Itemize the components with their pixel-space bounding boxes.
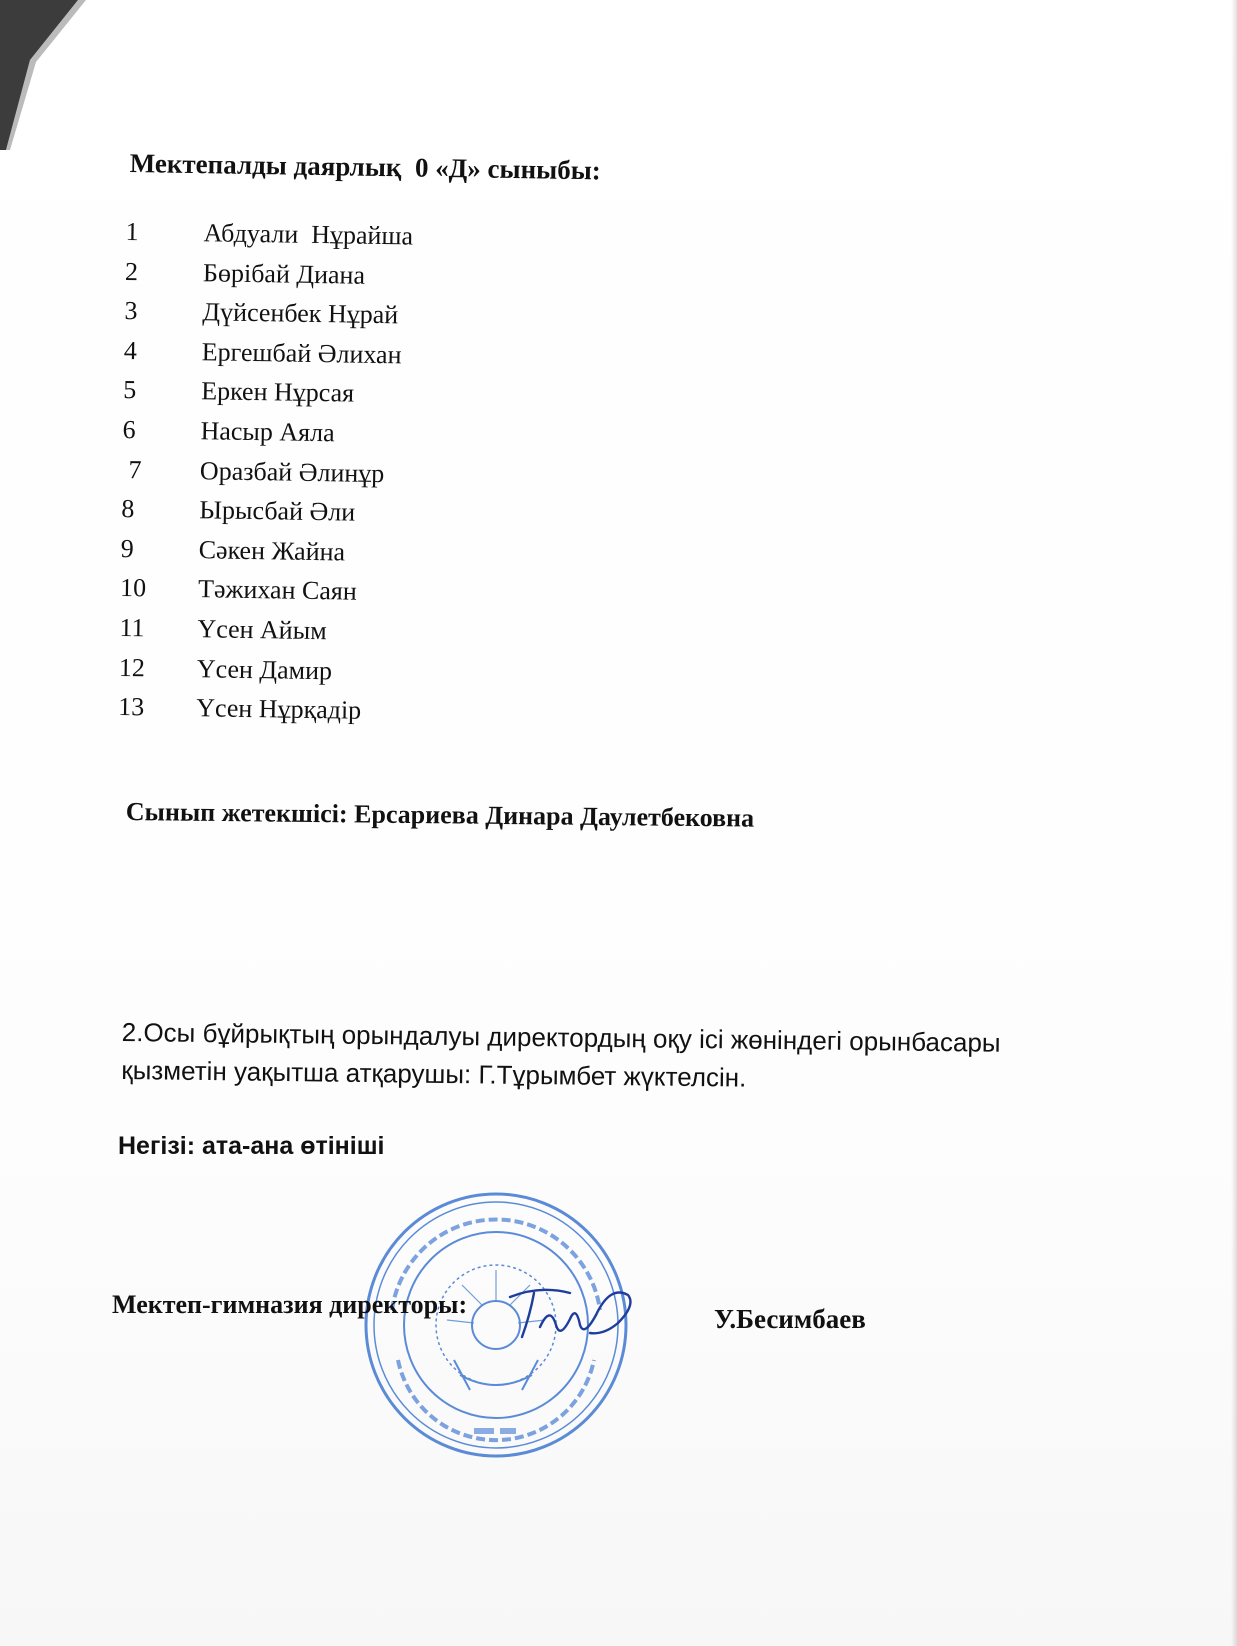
student-row: [124, 331, 412, 375]
student-number: 3: [124, 296, 138, 326]
student-name: Еркен Нұрсая: [200, 376, 355, 408]
student-name: Сәкен Жайна: [198, 534, 346, 567]
student-name: Бөрібай Диана: [202, 257, 366, 290]
student-number: 8: [121, 494, 135, 524]
signature: [500, 1275, 640, 1355]
student-name: Үсен Нұрқадір: [195, 693, 362, 725]
student-name: Ырысбай Әли: [199, 495, 356, 527]
student-number: 5: [122, 375, 137, 405]
student-number: 13: [118, 692, 145, 722]
student-number: 4: [123, 335, 138, 365]
student-number: 2: [124, 256, 139, 286]
page-corner-shadow: [0, 0, 90, 150]
student-row: [122, 410, 410, 454]
director-name: У.Бесимбаев: [714, 1304, 866, 1334]
order-paragraph: 2.Осы бұйрықтың орындалуы директордың оқу ісі жөніндегі орынбасары қызметін уақытша атқарушы: Г.Тұрымбет жүктелсін.: [121, 1016, 1001, 1093]
student-row: [120, 529, 408, 573]
student-number: 11: [119, 612, 145, 643]
student-row: [119, 608, 407, 652]
page-right-edge: [1231, 0, 1237, 1646]
student-name: Тәжихан Саян: [197, 574, 357, 607]
student-row: [119, 647, 407, 691]
class-heading: Мектепалды даярлық 0 «Д» сыныбы:: [129, 148, 602, 186]
class-teacher-line: Сынып жетекшісі: Ерсариева Динара Даулетбековна: [125, 797, 755, 833]
student-number: 10: [119, 573, 147, 603]
student-name: Оразбай Әлинұр: [199, 455, 385, 488]
student-row: [125, 252, 413, 296]
student-row: [118, 687, 406, 731]
student-number: 6: [122, 414, 136, 445]
student-list: [118, 212, 413, 731]
student-row: [125, 212, 413, 256]
student-number: 7: [121, 454, 142, 484]
student-number: 12: [118, 652, 146, 682]
student-row: [120, 568, 408, 612]
student-name: Абдуали Нұрайша: [203, 218, 414, 251]
student-name: Үсен Дамир: [196, 653, 333, 685]
director-label: Мектеп-гимназия директоры:: [112, 1290, 468, 1319]
student-name: Дүйсенбек Нұрай: [202, 297, 399, 330]
student-number: 9: [120, 533, 134, 563]
student-row: [121, 489, 409, 533]
student-row: [123, 370, 411, 414]
student-name: Үсен Айым: [197, 614, 327, 646]
student-row: [124, 291, 412, 335]
student-name: Ергешбай Әлихан: [201, 336, 402, 370]
student-row: [122, 450, 410, 494]
student-number: 1: [125, 216, 139, 247]
basis-line: Негізі: ата-ана өтініші: [118, 1132, 385, 1160]
student-name: Насыр Аяла: [200, 416, 335, 448]
